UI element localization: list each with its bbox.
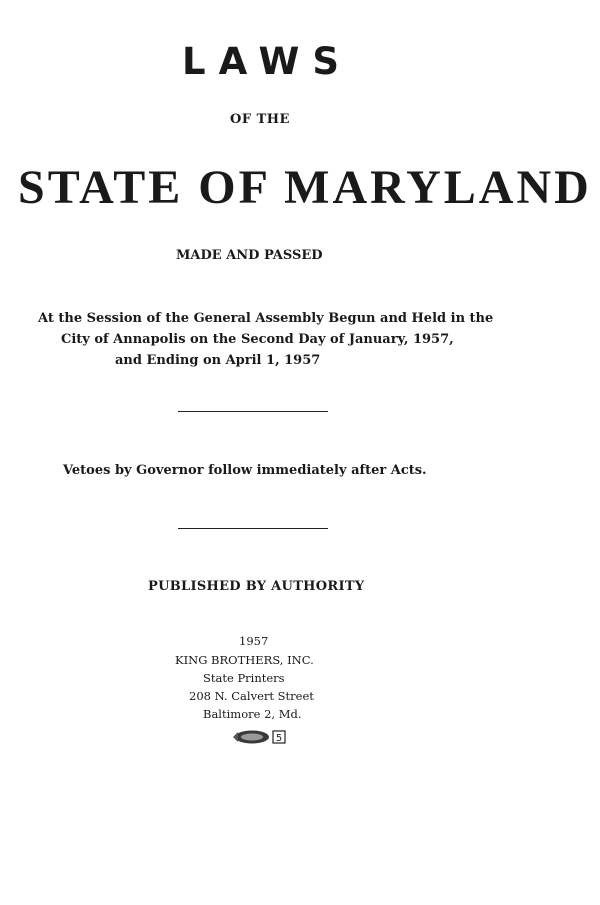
made-and-passed: MADE AND PASSED [176, 248, 323, 263]
imprint-street: 208 N. Calvert Street [189, 689, 314, 703]
divider-rule [178, 411, 328, 412]
title-state-of-maryland: STATE OF MARYLAND [18, 161, 592, 214]
published-by-authority: PUBLISHED BY AUTHORITY [148, 579, 365, 594]
vetoes-note: Vetoes by Governor follow immediately after Acts. [63, 463, 427, 478]
session-line-1: At the Session of the General Assembly Begun and Held in the [38, 311, 494, 326]
imprint-city: Baltimore 2, Md. [203, 707, 302, 721]
union-label-icon [230, 728, 290, 746]
divider-rule [178, 528, 328, 529]
session-line-3: and Ending on April 1, 1957 [115, 353, 321, 368]
union-label-number: 5 [275, 733, 283, 744]
imprint-printer: KING BROTHERS, INC. [175, 653, 314, 667]
imprint-role: State Printers [203, 671, 285, 685]
imprint-year: 1957 [239, 634, 269, 648]
title-laws: LAWS [182, 40, 353, 83]
session-line-2: City of Annapolis on the Second Day of January, 1957, [61, 332, 454, 347]
title-of-the: OF THE [230, 112, 290, 127]
